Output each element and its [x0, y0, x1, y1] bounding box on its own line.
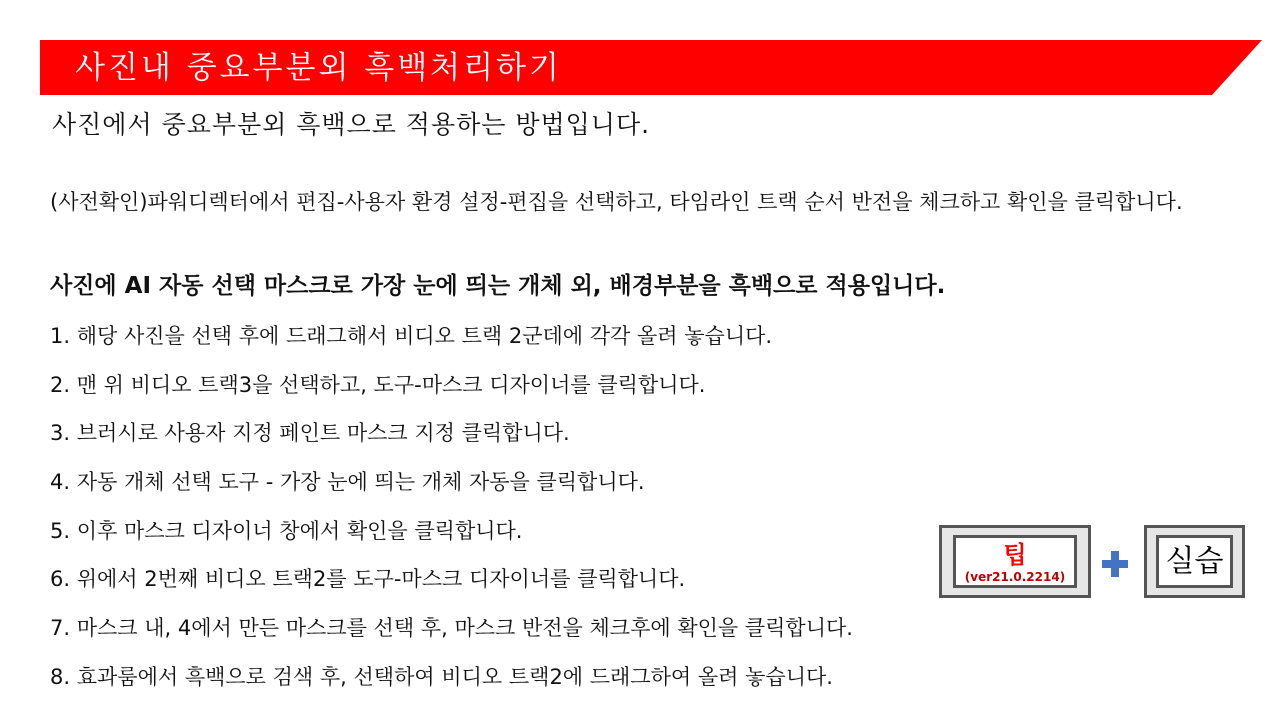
prerequisite-note: (사전확인)파워디렉터에서 편집-사용자 환경 설정-편집을 선택하고, 타임라인 트랙 순서 반전을 체크하고 확인을 클릭합니다. [50, 190, 1183, 214]
tip-button-face[interactable] [953, 535, 1077, 588]
tip-button[interactable] [939, 525, 1091, 598]
practice-button[interactable] [1144, 525, 1245, 598]
subtitle: 사진에서 중요부분외 흑백으로 적용하는 방법입니다. [52, 110, 651, 139]
step-item: 4. 자동 개체 선택 도구 - 가장 눈에 띄는 개체 자동을 클릭합니다. [50, 470, 645, 495]
step-item: 2. 맨 위 비디오 트랙3을 선택하고, 도구-마스크 디자이너를 클릭합니다. [50, 372, 706, 397]
steps-list [50, 318, 853, 708]
step-item: 3. 브러시로 사용자 지정 페인트 마스크 지정 클릭합니다. [50, 421, 570, 446]
tip-version: (ver21.0.2214) [964, 570, 1066, 584]
section-heading: 사진에 AI 자동 선택 마스크로 가장 눈에 띄는 개체 외, 배경부분을 흑백으로 적용입니다. [50, 273, 946, 299]
plus-icon [1102, 551, 1128, 577]
practice-label: 실습 [1156, 535, 1233, 588]
step-item: 8. 효과룸에서 흑백으로 검색 후, 선택하여 비디오 트랙2에 드래그하여 올려 놓습니다. [50, 664, 833, 689]
page-title: 사진내 중요부분외 흑백처리하기 [75, 50, 562, 86]
step-item: 1. 해당 사진을 선택 후에 드래그해서 비디오 트랙 2군데에 각각 올려 놓습니다. [50, 324, 773, 348]
tip-label: 팁 [1003, 541, 1027, 569]
step-item: 7. 마스크 내, 4에서 만든 마스크를 선택 후, 마스크 반전을 체크후에 확인을 클릭합니다. [50, 616, 853, 641]
step-item: 6. 위에서 2번째 비디오 트랙2를 도구-마스크 디자이너를 클릭합니다. [50, 567, 686, 592]
step-item: 5. 이후 마스크 디자이너 창에서 확인을 클릭합니다. [50, 518, 523, 543]
